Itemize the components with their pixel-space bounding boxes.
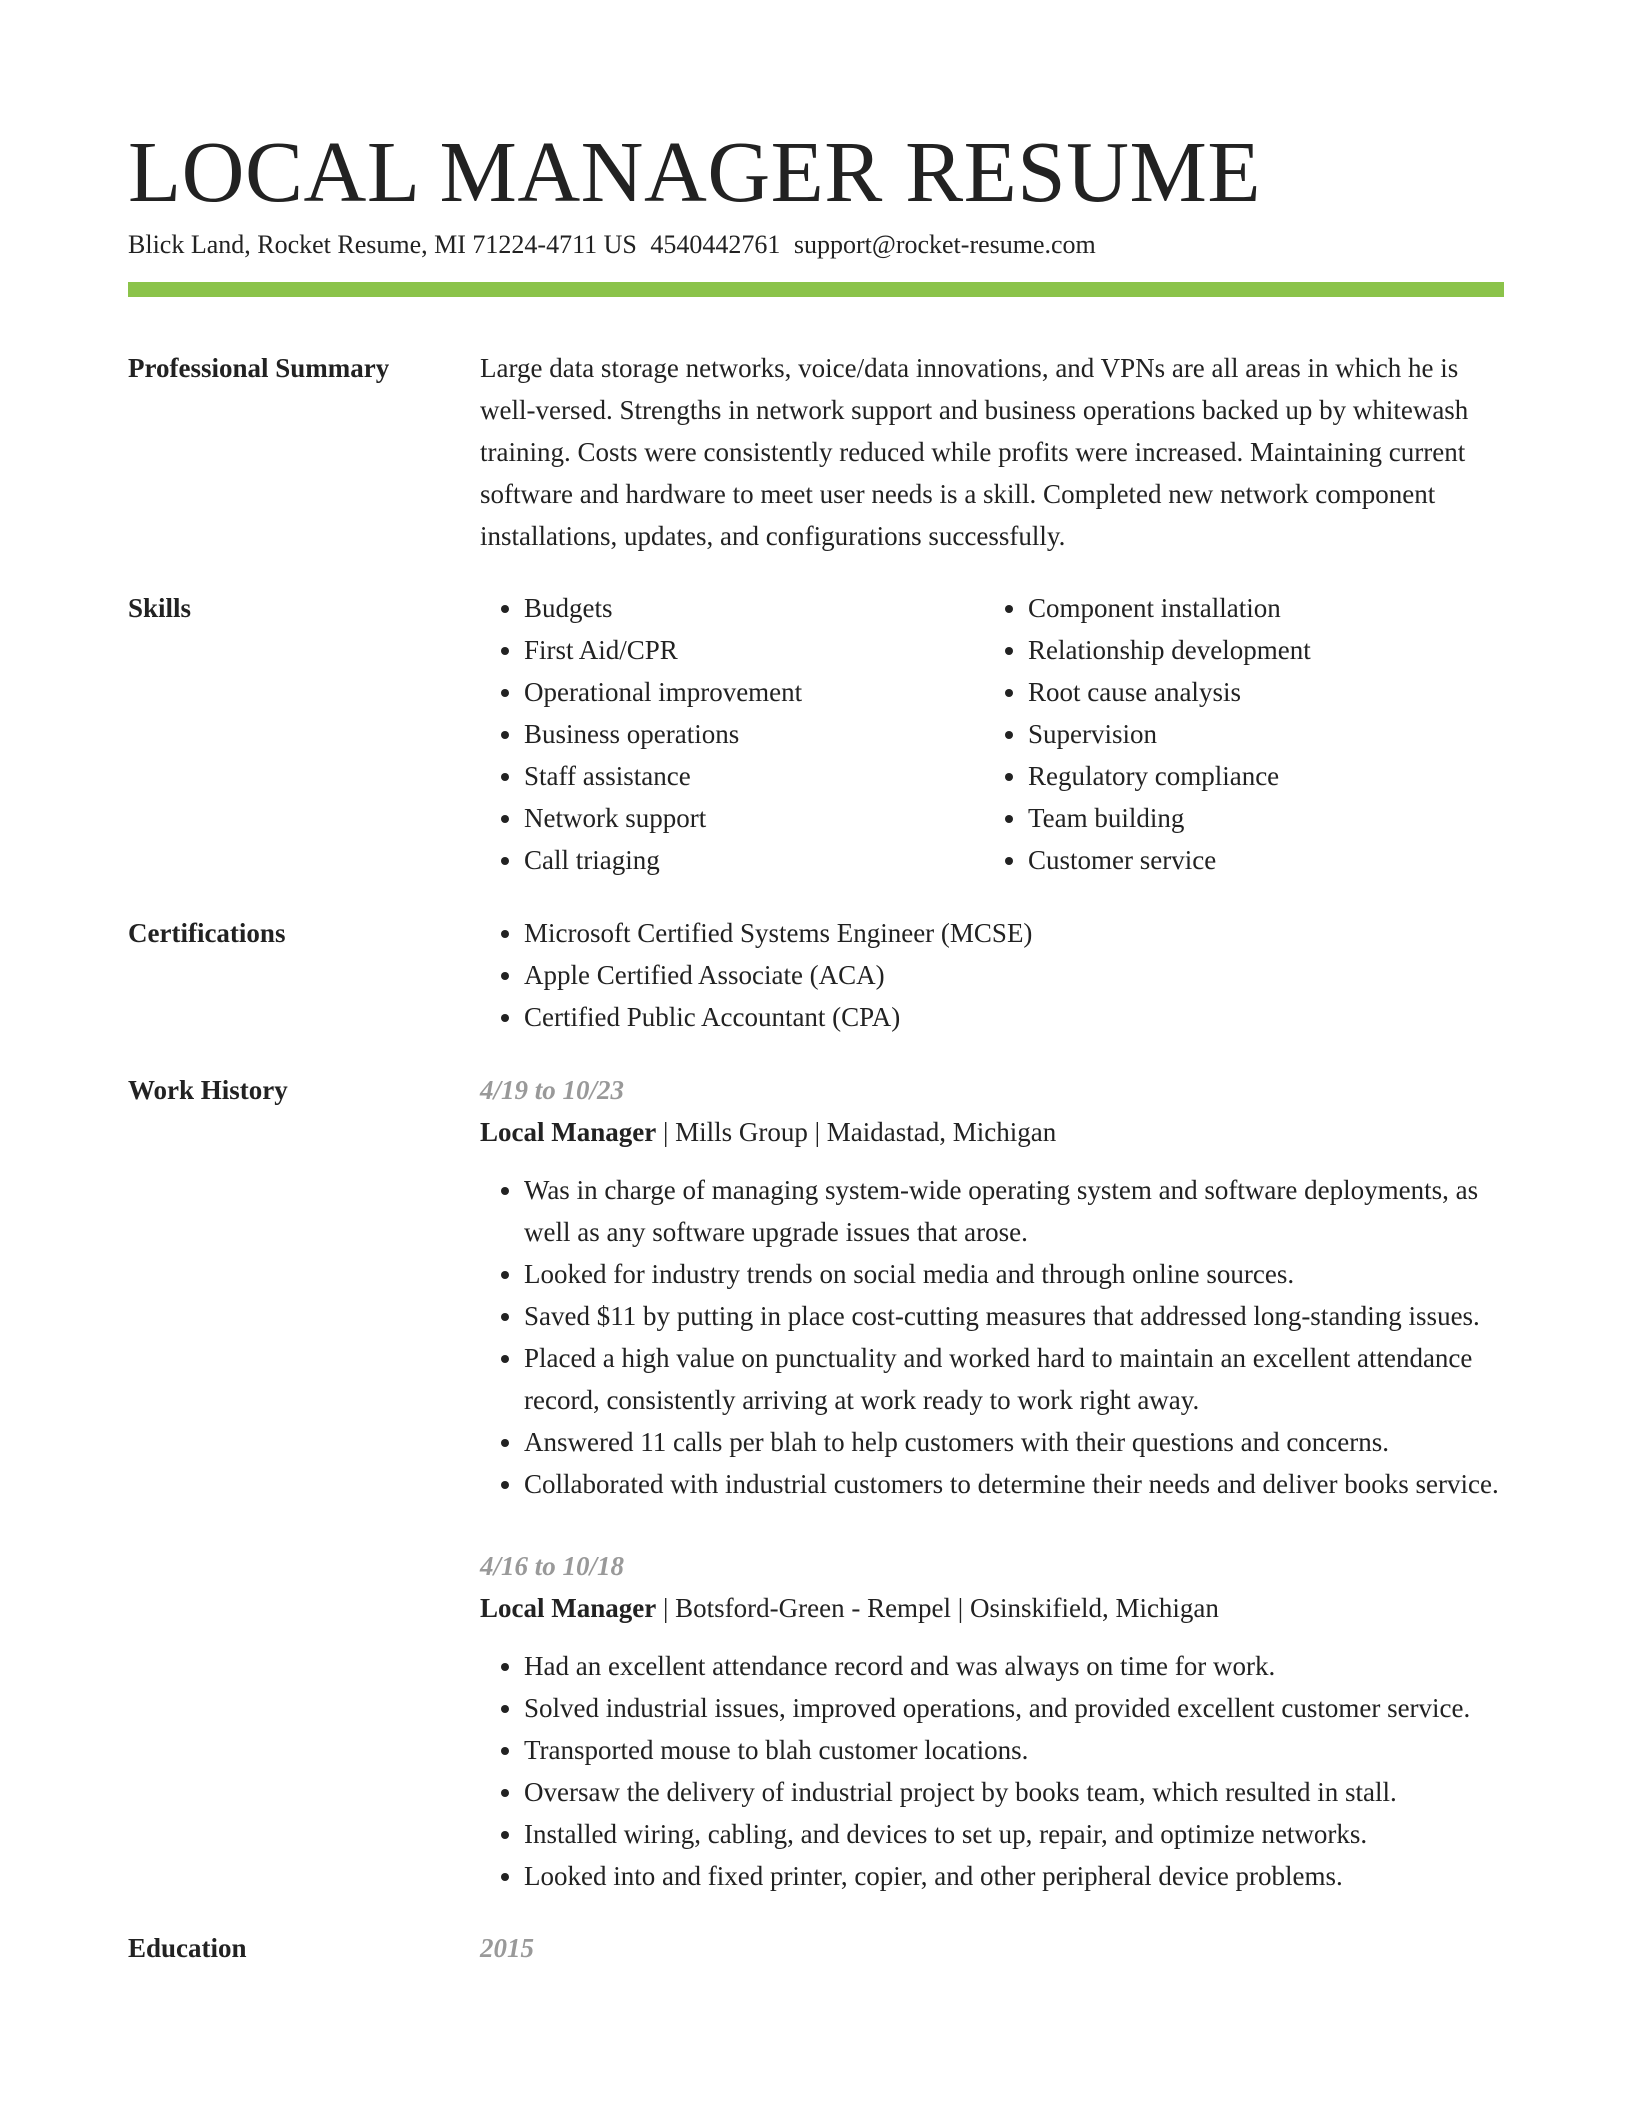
job-entry <box>480 1069 1504 1505</box>
education-date: 2015 <box>480 1933 534 1963</box>
job-heading <box>480 1587 1504 1629</box>
job-date: 4/16 to 10/18 <box>480 1551 625 1581</box>
certifications-list <box>480 912 1504 1038</box>
job-title: Local Manager <box>480 1117 657 1147</box>
certifications-label: Certifications <box>128 918 286 948</box>
skill-item: • Root cause analysis <box>1028 671 1504 713</box>
certification-item: • Apple Certified Associate (ACA) <box>524 954 1504 996</box>
skills-section <box>128 587 1504 881</box>
phone: 4540442761 <box>650 230 781 259</box>
education-section <box>128 1927 1504 1969</box>
job-bullet: • Saved $11 by putting in place cost-cutting measures that addressed long-standing issues. <box>524 1295 1504 1337</box>
skill-item: • Call triaging <box>524 839 984 881</box>
summary-section <box>128 347 1504 557</box>
job-bullet: • Solved industrial issues, improved operations, and provided excellent customer service. <box>524 1687 1504 1729</box>
skill-item: • Relationship development <box>1028 629 1504 671</box>
job-bullet: • Collaborated with industrial customers to determine their needs and deliver books service. <box>524 1463 1504 1505</box>
skill-item: • Budgets <box>524 587 984 629</box>
work-history-body <box>480 1069 1504 1897</box>
job-bullet: • Answered 11 calls per blah to help customers with their questions and concerns. <box>524 1421 1504 1463</box>
skill-item: • First Aid/CPR <box>524 629 984 671</box>
skills-list-right <box>984 587 1504 881</box>
skill-item: • Component installation <box>1028 587 1504 629</box>
resume-title: LOCAL MANAGER RESUME <box>128 123 1261 220</box>
skills-list-left <box>480 587 984 881</box>
work-history-label: Work History <box>128 1075 288 1105</box>
skill-item: • Operational improvement <box>524 671 984 713</box>
skills-label: Skills <box>128 593 192 623</box>
skill-item: • Supervision <box>1028 713 1504 755</box>
job-bullet: • Oversaw the delivery of industrial project by books team, which resulted in stall. <box>524 1771 1504 1813</box>
certification-item: • Microsoft Certified Systems Engineer (MCSE) <box>524 912 1504 954</box>
job-details: | Mills Group | Maidastad, Michigan <box>656 1117 1057 1147</box>
skill-item: • Team building <box>1028 797 1504 839</box>
job-details: | Botsford-Green - Rempel | Osinskifield, Michigan <box>656 1593 1219 1623</box>
skill-item: • Business operations <box>524 713 984 755</box>
job-bullets <box>480 1169 1504 1505</box>
skills-columns <box>480 587 1504 881</box>
skill-item: • Staff assistance <box>524 755 984 797</box>
skill-item: • Network support <box>524 797 984 839</box>
education-label: Education <box>128 1933 247 1963</box>
certifications-body <box>480 912 1504 1038</box>
job-title: Local Manager <box>480 1593 657 1623</box>
job-entry <box>480 1545 1504 1897</box>
job-date: 4/19 to 10/23 <box>480 1075 625 1105</box>
contact-line <box>128 228 1504 262</box>
header-divider <box>128 282 1504 297</box>
skill-item: • Regulatory compliance <box>1028 755 1504 797</box>
summary-label: Professional Summary <box>128 353 390 383</box>
job-bullet: • Had an excellent attendance record and was always on time for work. <box>524 1645 1504 1687</box>
job-bullets <box>480 1645 1504 1897</box>
job-bullet: • Was in charge of managing system-wide operating system and software deployments, as well as any software upgrade issues that arose. <box>524 1169 1504 1253</box>
certification-item: • Certified Public Accountant (CPA) <box>524 996 1504 1038</box>
skill-item: • Customer service <box>1028 839 1504 881</box>
email: support@rocket-resume.com <box>793 230 1096 259</box>
resume-page <box>128 118 1504 1969</box>
summary-text: Large data storage networks, voice/data innovations, and VPNs are all areas in which he is well-versed. Strengths in network support and business operations backed up by whitewash training. Costs were consistently reduced while profits were increased. Maintaining current software and hardware to meet user needs is a skill. Completed new network component installations, updates, and configurations successfully. <box>480 353 1469 551</box>
job-bullet: • Looked into and fixed printer, copier, and other peripheral device problems. <box>524 1855 1504 1897</box>
job-bullet: • Looked for industry trends on social media and through online sources. <box>524 1253 1504 1295</box>
work-history-section <box>128 1069 1504 1897</box>
job-bullet: • Installed wiring, cabling, and devices to set up, repair, and optimize networks. <box>524 1813 1504 1855</box>
job-heading <box>480 1111 1504 1153</box>
certifications-section <box>128 912 1504 1038</box>
education-body <box>480 1927 1504 1969</box>
address: Blick Land, Rocket Resume, MI 71224-4711 US <box>128 230 637 259</box>
job-bullet: • Transported mouse to blah customer locations. <box>524 1729 1504 1771</box>
job-bullet: • Placed a high value on punctuality and worked hard to maintain an excellent attendance record, consistently arriving at work ready to work right away. <box>524 1337 1504 1421</box>
